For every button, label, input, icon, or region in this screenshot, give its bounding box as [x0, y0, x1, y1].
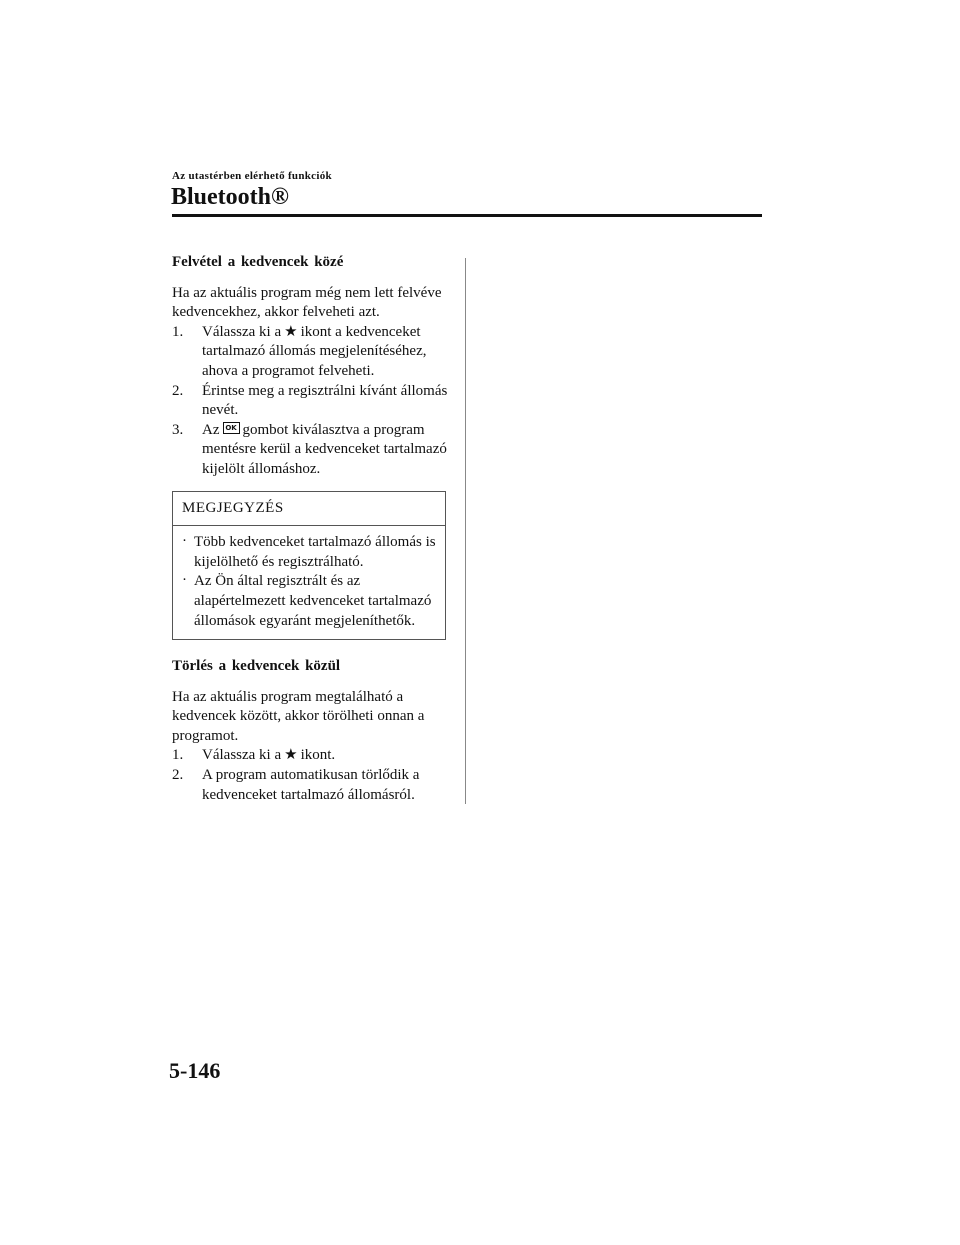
add-favorite-steps: [172, 323, 450, 480]
step-number: 3.: [172, 421, 184, 438]
step-text: gombot kiválasztva a program mentésre kerül a kedvenceket tartalmazó kijelölt állomáshoz.: [202, 421, 447, 477]
section-intro: Ha az aktuális program megtalálható a kedvencek között, akkor törölheti onnan a programot.: [172, 688, 425, 744]
step-item: [172, 746, 450, 766]
note-text: Több kedvenceket tartalmazó állomás is kijelölhető és regisztrálható.: [194, 534, 436, 570]
page-title: Bluetooth®: [171, 184, 289, 210]
breadcrumb: Az utastérben elérhető funkciók: [172, 170, 332, 182]
step-text: Válassza ki a: [202, 747, 282, 764]
bullet-icon: ·: [182, 533, 187, 550]
left-column: [172, 253, 450, 805]
step-text: Az: [202, 421, 220, 438]
step-number: 2.: [172, 382, 184, 399]
star-icon: ★: [284, 323, 298, 340]
step-number: 1.: [172, 747, 184, 764]
step-text: A program automatikusan törlődik a kedvenceket tartalmazó állomásról.: [202, 767, 420, 803]
ok-icon: OK: [223, 422, 240, 434]
column-divider: [465, 258, 466, 804]
note-box: [172, 491, 446, 641]
remove-favorite-steps: [172, 746, 450, 805]
header-rule: [172, 214, 762, 217]
step-number: 2.: [172, 767, 184, 784]
note-item: [181, 572, 437, 631]
step-text: Érintse meg a regisztrálni kívánt állomás nevét.: [202, 382, 448, 419]
step-text: ikont a kedvenceket tartalmazó állomás megjelenítéséhez, ahova a programot felveheti.: [202, 323, 427, 379]
step-item: [172, 421, 450, 480]
step-item: [172, 766, 450, 805]
page-number: 5-146: [169, 1058, 221, 1083]
section-heading-remove-favorite: Törlés a kedvencek közül: [172, 658, 341, 675]
note-list: [173, 526, 445, 639]
section-intro: Ha az aktuális program még nem lett felvéve kedvencekhez, akkor felveheti azt.: [172, 284, 442, 321]
note-text: Az Ön által regisztrált és az alapértelmezett kedvenceket tartalmazó állomások egyaránt megjeleníthetők.: [194, 573, 432, 629]
step-text: Válassza ki a: [202, 323, 282, 340]
step-item: [172, 382, 450, 421]
note-item: [181, 533, 437, 572]
star-icon: ★: [284, 747, 298, 764]
step-text: ikont.: [300, 747, 336, 764]
section-heading-add-favorite: Felvétel a kedvencek közé: [172, 254, 344, 270]
section-gap: [172, 640, 450, 657]
note-title: MEGJEGYZÉS: [173, 492, 445, 527]
step-number: 1.: [172, 323, 184, 340]
step-item: [172, 323, 450, 382]
bullet-icon: ·: [182, 572, 187, 589]
